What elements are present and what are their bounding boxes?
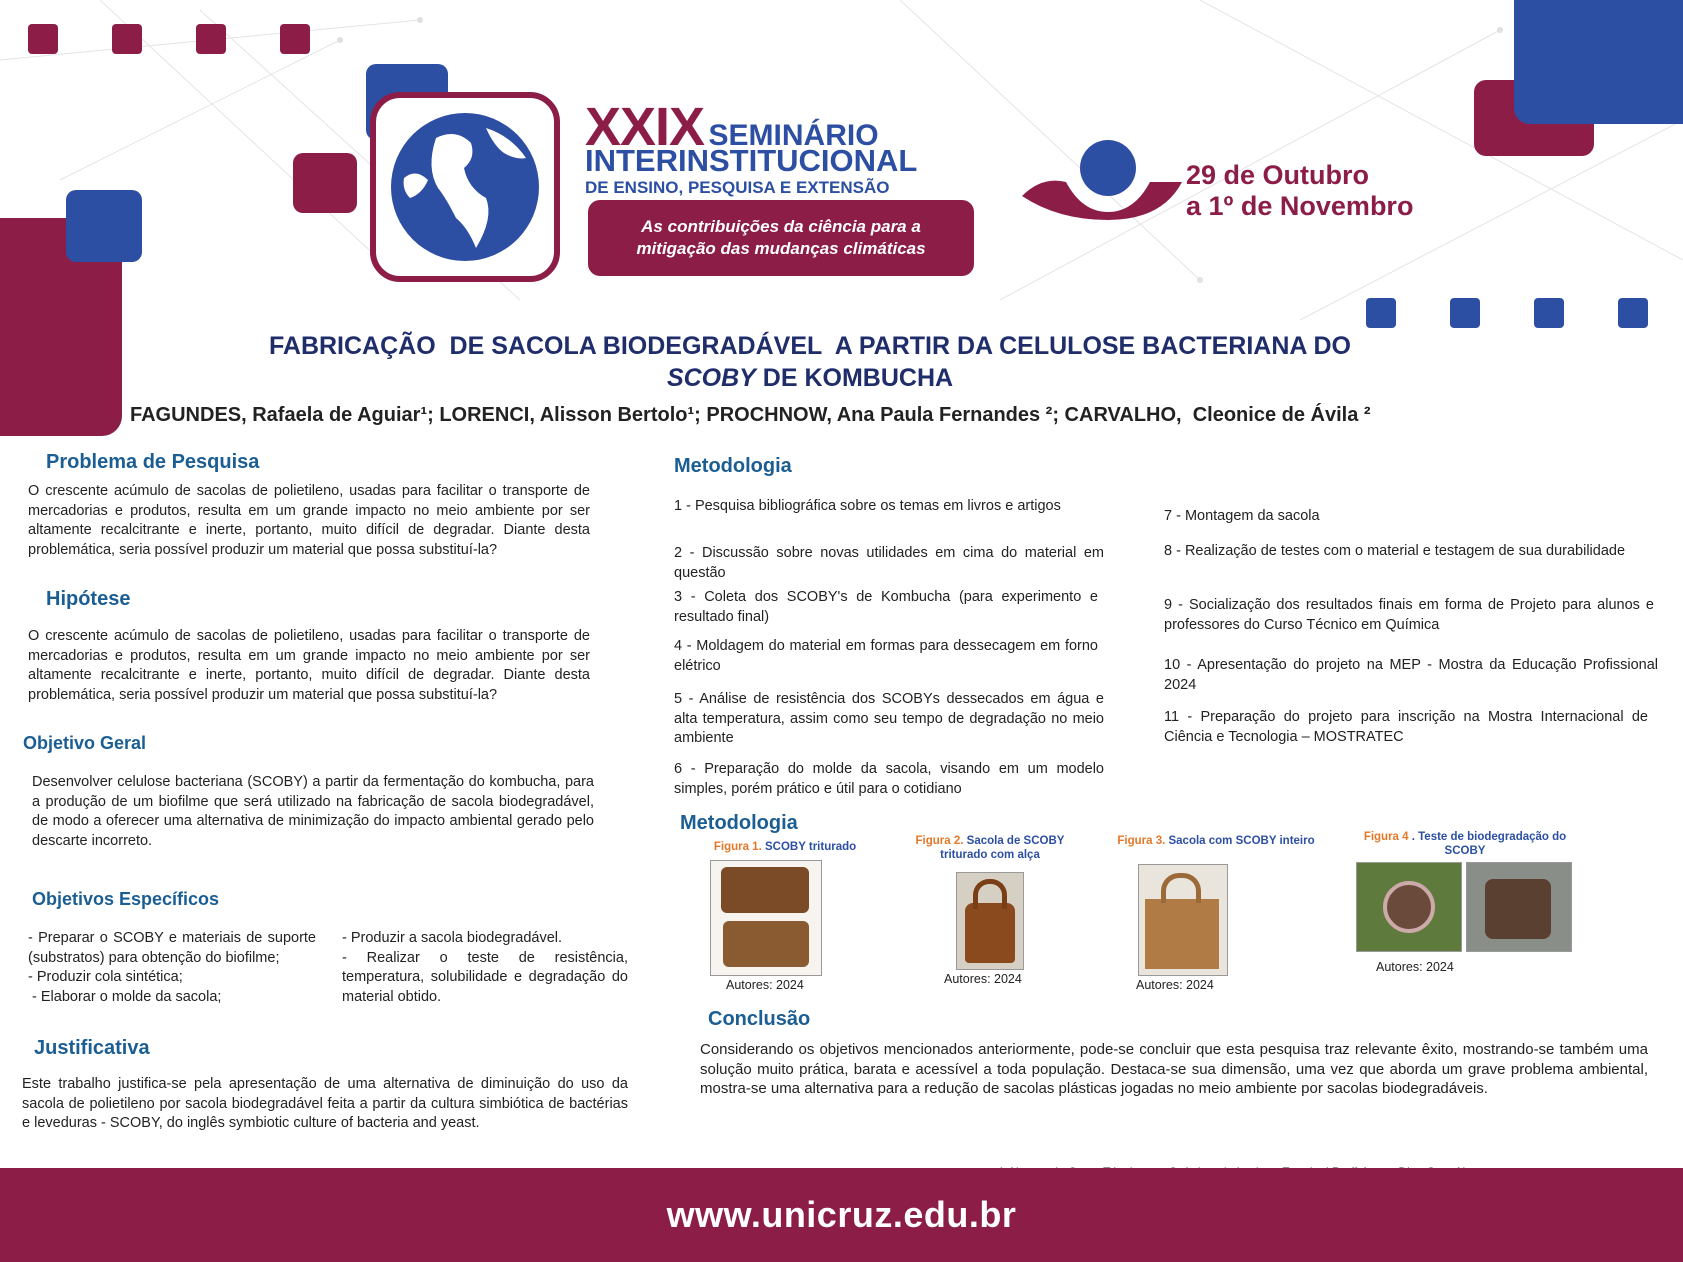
authors-line: FAGUNDES, Rafaela de Aguiar¹; LORENCI, Alisson Bertolo¹; PROCHNOW, Ana Paula Fernandes ²; CARVALHO, Cleonice de Ávila ² [130, 404, 1371, 426]
event-date-line2: a 1º de Novembro [1186, 191, 1414, 221]
hipotese-title: Hipótese [46, 588, 131, 610]
figure-2-text: Sacola de SCOBY triturado com alça [940, 835, 1065, 861]
objetivos-especificos-col1 [28, 929, 316, 1007]
metodologia-step: 7 - Montagem da sacola [1164, 508, 1320, 524]
decor-block-mid [293, 153, 357, 213]
poster-title-rest: DE KOMBUCHA [755, 364, 954, 392]
seminar-globe-logo [370, 92, 560, 282]
figure-3-autores: Autores: 2024 [1136, 978, 1214, 992]
metodologia-step: 2 - Discussão sobre novas utilidades em cima do material em questão [674, 545, 1104, 581]
globe-icon [376, 98, 554, 276]
decor-square [28, 24, 58, 54]
figure-1-caption [690, 840, 880, 854]
metodologia-step: 10 - Apresentação do projeto na MEP - Mostra da Educação Profissional 2024 [1164, 657, 1658, 693]
metodologia-step: 3 - Coleta dos SCOBY's de Kombucha (para experimento e resultado final) [674, 589, 1098, 625]
objetivos-especificos-title: Objetivos Específicos [32, 889, 220, 909]
seminar-line3: DE ENSINO, PESQUISA E EXTENSÃO [585, 178, 890, 197]
conclusao-text: Considerando os objetivos mencionados anteriormente, pode-se concluir que esta pesquisa traz relevante êxito, mostrando-se também uma solução muito prática, barata e acessível a toda população. Destaca-se sua dimensão, uma vez que aborda um grave problema ambiental, mostra-se uma alternativa para a redução de sacolas plásticas jogadas no meio ambiente por sacolas biodegradáveis. [700, 1041, 1648, 1097]
problema-text: O crescente acúmulo de sacolas de polietileno, usadas para facilitar o transporte de mercadorias e produtos, resulta em um grande impacto no meio ambiente por ser altamente recalcitrante e inerte, portanto, muito difícil de degradar. Diante desta problemática, seria possível produzir um material que possa substituí-la? [28, 483, 590, 558]
objetivo-especifico-item: - Realizar o teste de resistência, temperatura, solubilidade e degradação do material obtido. [342, 949, 628, 1005]
metodologia-step: 5 - Análise de resistência dos SCOBYs dessecados em água e alta temperatura, assim como seu tempo de degradação no meio ambiente [674, 691, 1104, 746]
figure-1-label: Figura 1. [713, 841, 762, 853]
event-dates [1186, 160, 1413, 222]
figure-3-label: Figura 3. [1117, 835, 1166, 847]
event-date-line1: 29 de Outubro [1186, 160, 1370, 190]
problema-title: Problema de Pesquisa [46, 451, 260, 473]
decor-square [1534, 298, 1564, 328]
conclusao-title: Conclusão [708, 1008, 811, 1030]
objetivo-especifico-item: - Elaborar o molde da sacola; [28, 988, 222, 1005]
figure-2-photo [956, 872, 1024, 970]
figure-3-caption [1096, 834, 1336, 848]
seminar-title-block [585, 96, 985, 198]
seminar-line2: INTERINSTITUCIONAL [585, 143, 918, 178]
justificativa-title: Justificativa [34, 1037, 150, 1059]
figure-3-text: Sacola com SCOBY inteiro [1165, 835, 1315, 847]
decor-block-right-blue [1514, 0, 1683, 124]
metodologia-step: 1 - Pesquisa bibliográfica sobre os temas em livros e artigos [674, 498, 1061, 514]
figure-2-caption [900, 834, 1080, 862]
objetivo-geral-title: Objetivo Geral [23, 733, 147, 753]
poster-title-scoby: SCOBY [666, 364, 756, 392]
seminar-theme-badge [588, 200, 974, 276]
footer-url[interactable]: www.unicruz.edu.br [666, 1194, 1017, 1235]
figure-3-photo [1138, 864, 1228, 976]
objetivo-geral-text: Desenvolver celulose bacteriana (SCOBY) a partir da fermentação do kombucha, para a produção de um biofilme que será utilizado na fabricação de sacola biodegradável, de modo a oferecer uma alternativa de minimização do impacto ambiental gerado pelo descarte incorreto. [32, 774, 594, 849]
metodologia-step: 4 - Moldagem do material em formas para dessecagem em forno elétrico [674, 638, 1098, 674]
metodologia-step: 9 - Socialização dos resultados finais em forma de Projeto para alunos e professores do Curso Técnico em Química [1164, 597, 1654, 633]
decor-square [1618, 298, 1648, 328]
decor-square [112, 24, 142, 54]
poster-title-line2 [120, 362, 1500, 394]
figure-4-caption [1350, 830, 1580, 858]
justificativa-text: Este trabalho justifica-se pela apresentação de uma alternativa de diminuição do uso da sacola de polietileno por sacola biodegradável feita a partir da cultura simbiótica de bactérias e leveduras - SCOBY, do inglês symbiotic culture of bacteria and yeast. [22, 1076, 628, 1131]
decor-block-left-blue [66, 190, 142, 262]
objetivos-especificos-col2 [342, 929, 628, 1007]
objetivo-especifico-item: - Preparar o SCOBY e materiais de suporte (substratos) para obtenção do biofilme; [28, 930, 316, 966]
figure-1-autores: Autores: 2024 [726, 978, 804, 992]
figure-1-text: SCOBY triturado [761, 841, 857, 853]
decor-square [1450, 298, 1480, 328]
objetivo-especifico-item: - Produzir cola sintética; [28, 969, 183, 985]
figure-2-autores: Autores: 2024 [944, 972, 1022, 986]
figure-2-label: Figura 2. [915, 835, 964, 847]
metodologia-step: 11 - Preparação do projeto para inscrição na Mostra Internacional de Ciência e Tecnologia – MOSTRATEC [1164, 709, 1648, 745]
seminar-theme: As contribuições da ciência para a mitigação das mudanças climáticas [636, 217, 926, 258]
decor-square [280, 24, 310, 54]
figure-4-autores: Autores: 2024 [1376, 960, 1454, 974]
metodologia-step: 6 - Preparação do molde da sacola, visando em um modelo simples, porém prático e útil para o cotidiano [674, 761, 1104, 797]
metodologia-step: 8 - Realização de testes com o material e testagem de sua durabilidade [1164, 543, 1626, 559]
objetivo-especifico-item: - Produzir a sacola biodegradável. [342, 930, 563, 946]
decor-square [1366, 298, 1396, 328]
figure-4-text: . Teste de biodegradação do SCOBY [1408, 831, 1567, 857]
seminar-number: XXIX [585, 97, 705, 157]
metodologia-title: Metodologia [674, 455, 792, 477]
figure-4-label: Figura 4 [1363, 831, 1409, 843]
seminar-word: SEMINÁRIO [708, 119, 879, 152]
figure-4-photo-left [1356, 862, 1462, 952]
figure-4-photo-right [1466, 862, 1572, 952]
decor-square [196, 24, 226, 54]
poster-title-line1: FABRICAÇÃO DE SACOLA BIODEGRADÁVEL A PARTIR DA CELULOSE BACTERIANA DO [269, 332, 1351, 360]
figures-title: Metodologia [680, 812, 798, 834]
figure-1-photo [710, 860, 822, 976]
unicruz-logo-icon [1022, 138, 1182, 220]
footer-bar [0, 1168, 1683, 1262]
poster-title [120, 330, 1500, 394]
hipotese-text: O crescente acúmulo de sacolas de polietileno, usadas para facilitar o transporte de mercadorias e produtos, resulta em um grande impacto no meio ambiente por ser altamente recalcitrante e inerte, portanto, muito difícil de degradar. Diante desta problemática, seria possível produzir um material que possa substituí-la? [28, 628, 590, 703]
